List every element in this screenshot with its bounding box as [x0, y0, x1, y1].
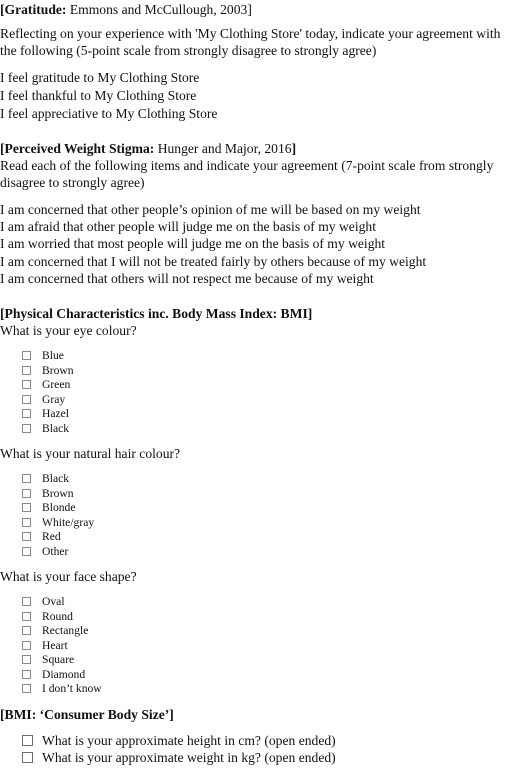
- checkbox-face-round[interactable]: [22, 612, 31, 621]
- checkbox-hair-other[interactable]: [22, 547, 31, 556]
- option-label: What is your approximate weight in kg? (open ended): [42, 750, 336, 765]
- option-label: Blonde: [42, 501, 76, 514]
- checkbox-face-square[interactable]: [22, 655, 31, 664]
- stigma-item: I am concerned that others will not respect me because of my weight: [0, 271, 374, 286]
- checkbox-eye-gray[interactable]: [22, 395, 31, 404]
- gratitude-heading: [0, 2, 252, 18]
- option-label: Gray: [42, 393, 66, 406]
- option-label: Other: [42, 545, 69, 558]
- stigma-heading: [0, 141, 296, 157]
- stigma-intro-line2: disagree to strongly agree): [0, 175, 145, 190]
- option-label: Hazel: [42, 407, 70, 420]
- stigma-item: I am concerned that other people’s opinion of me will be based on my weight: [0, 202, 421, 217]
- option-label: Black: [42, 472, 70, 485]
- checkbox-hair-brown[interactable]: [22, 489, 31, 498]
- option-label: Round: [42, 610, 73, 623]
- checkbox-face-diamond[interactable]: [22, 670, 31, 679]
- checkbox-face-oval[interactable]: [22, 597, 31, 606]
- option-label: White/gray: [42, 516, 95, 529]
- checkbox-eye-black[interactable]: [22, 424, 31, 433]
- stigma-heading-source: Hunger and Major, 2016: [154, 141, 292, 156]
- gratitude-heading-source: Emmons and McCullough, 2003]: [66, 2, 252, 17]
- option-label: Brown: [42, 487, 74, 500]
- stigma-item: I am concerned that I will not be treated fairly by others because of my weight: [0, 254, 427, 269]
- option-label: Brown: [42, 364, 74, 377]
- option-label: Green: [42, 378, 71, 391]
- checkbox-face-heart[interactable]: [22, 641, 31, 650]
- option-label: Rectangle: [42, 624, 89, 637]
- option-label: Blue: [42, 349, 64, 362]
- checkbox-eye-blue[interactable]: [22, 351, 31, 360]
- checkbox-hair-white-gray[interactable]: [22, 518, 31, 527]
- stigma-item: I am afraid that other people will judge me on the basis of my weight: [0, 219, 376, 234]
- gratitude-item: I feel gratitude to My Clothing Store: [0, 70, 200, 85]
- gratitude-intro-line1: Reflecting on your experience with 'My Clothing Store' today, indicate your agreement with: [0, 26, 501, 41]
- checkbox-height[interactable]: [22, 735, 33, 746]
- stigma-heading-close: ]: [291, 141, 297, 156]
- gratitude-intro-line2: the following (5-point scale from strongly disagree to strongly agree): [0, 43, 377, 58]
- stigma-item: I am worried that most people will judge me on the basis of my weight: [0, 236, 386, 251]
- option-label: Red: [42, 530, 61, 543]
- gratitude-heading-bold: [Gratitude:: [0, 2, 67, 17]
- gratitude-item: I feel thankful to My Clothing Store: [0, 88, 197, 103]
- checkbox-face-rectangle[interactable]: [22, 626, 31, 635]
- eye-colour-question: What is your eye colour?: [0, 323, 137, 338]
- checkbox-hair-black[interactable]: [22, 474, 31, 483]
- option-label: What is your approximate height in cm? (open ended): [42, 733, 336, 748]
- option-label: Diamond: [42, 668, 86, 681]
- hair-colour-question: What is your natural hair colour?: [0, 446, 181, 461]
- option-label: Oval: [42, 595, 65, 608]
- checkbox-weight[interactable]: [22, 752, 33, 763]
- checkbox-face-dont-know[interactable]: [22, 684, 31, 693]
- checkbox-eye-green[interactable]: [22, 380, 31, 389]
- checkbox-hair-blonde[interactable]: [22, 503, 31, 512]
- option-label: Black: [42, 422, 70, 435]
- face-shape-question: What is your face shape?: [0, 569, 137, 584]
- checkbox-eye-brown[interactable]: [22, 366, 31, 375]
- option-label: I don’t know: [42, 682, 102, 695]
- bmi-heading: [BMI: ‘Consumer Body Size’]: [0, 707, 174, 722]
- option-label: Square: [42, 653, 75, 666]
- checkbox-hair-red[interactable]: [22, 532, 31, 541]
- option-label: Heart: [42, 639, 68, 652]
- physical-heading: [Physical Characteristics inc. Body Mass Index: BMI]: [0, 306, 313, 321]
- stigma-heading-bold: [Perceived Weight Stigma:: [0, 141, 155, 156]
- checkbox-eye-hazel[interactable]: [22, 409, 31, 418]
- stigma-intro-line1: Read each of the following items and indicate your agreement (7-point scale from strongly: [0, 158, 494, 173]
- gratitude-item: I feel appreciative to My Clothing Store: [0, 106, 218, 121]
